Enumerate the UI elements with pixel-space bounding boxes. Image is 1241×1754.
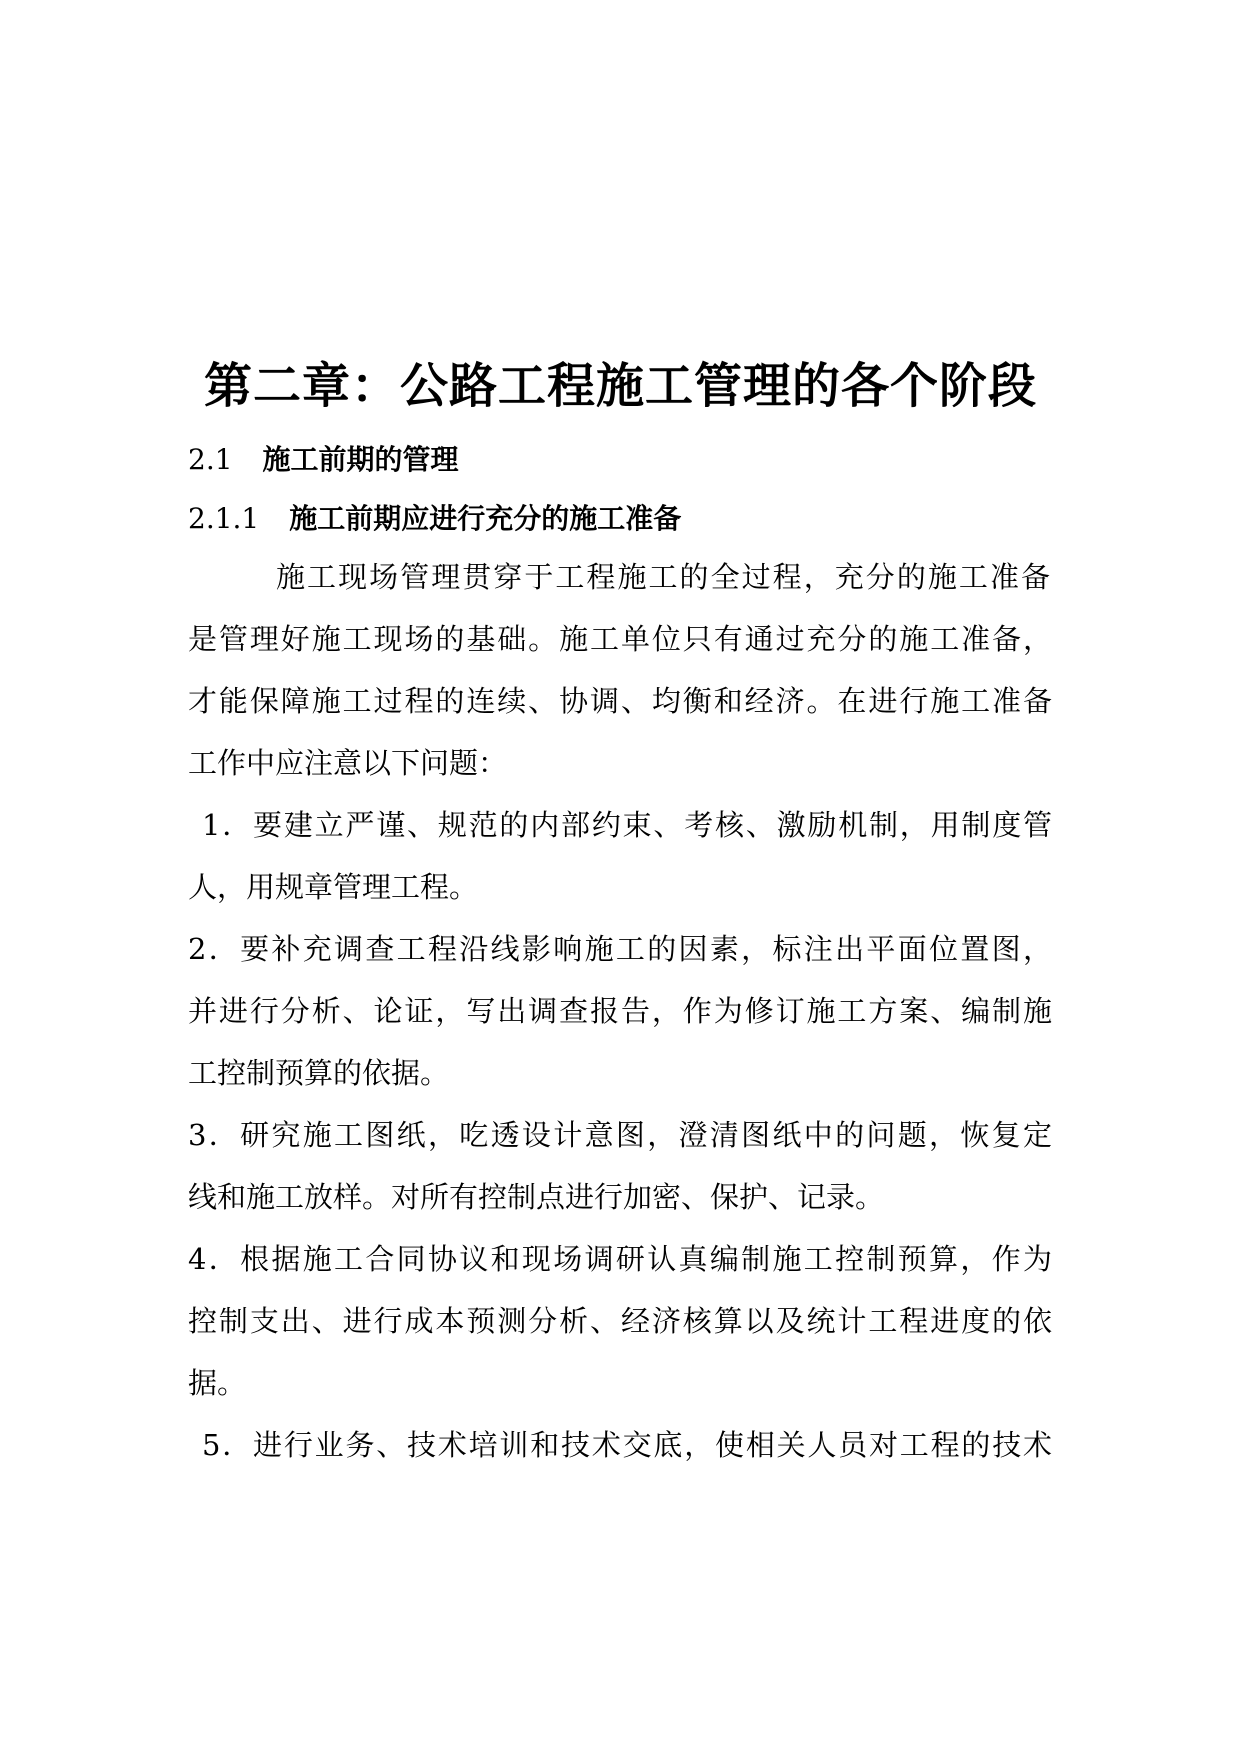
list-item-line: 3．研究施工图纸，吃透设计意图，澄清图纸中的问题，恢复定 [188, 1118, 1052, 1152]
paragraph-line: 是管理好施工现场的基础。施工单位只有通过充分的施工准备， [188, 622, 1052, 656]
list-item-line: 控制支出、进行成本预测分析、经济核算以及统计工程进度的依 [188, 1304, 1052, 1338]
list-item-line: 工控制预算的依据。 [188, 1056, 450, 1090]
list-item-line: 1．要建立严谨、规范的内部约束、考核、激励机制，用制度管 [202, 808, 1052, 842]
list-item-line: 线和施工放样。对所有控制点进行加密、保护、记录。 [188, 1180, 885, 1214]
list-item-line: 据。 [188, 1366, 247, 1400]
section-title: 施工前期的管理 [262, 443, 459, 476]
subsection-heading [188, 497, 681, 537]
subsection-number: 2.1.1 [188, 502, 260, 535]
list-item-line: 2．要补充调查工程沿线影响施工的因素，标注出平面位置图， [188, 932, 1052, 966]
section-heading [188, 438, 459, 478]
section-number: 2.1 [188, 443, 233, 476]
chapter-title: 第二章：公路工程施工管理的各个阶段 [203, 358, 1037, 414]
list-item-line: 人，用规章管理工程。 [188, 870, 479, 904]
list-item-line: 并进行分析、论证，写出调查报告，作为修订施工方案、编制施 [188, 994, 1052, 1028]
list-item-line: 5．进行业务、技术培训和技术交底，使相关人员对工程的技术 [202, 1428, 1052, 1462]
subsection-title: 施工前期应进行充分的施工准备 [289, 502, 682, 535]
paragraph-line: 施工现场管理贯穿于工程施工的全过程，充分的施工准备 [276, 560, 1050, 594]
list-item-line: 4．根据施工合同协议和现场调研认真编制施工控制预算，作为 [188, 1242, 1052, 1276]
paragraph-line: 才能保障施工过程的连续、协调、均衡和经济。在进行施工准备 [188, 684, 1052, 718]
paragraph-line: 工作中应注意以下问题： [188, 746, 508, 780]
